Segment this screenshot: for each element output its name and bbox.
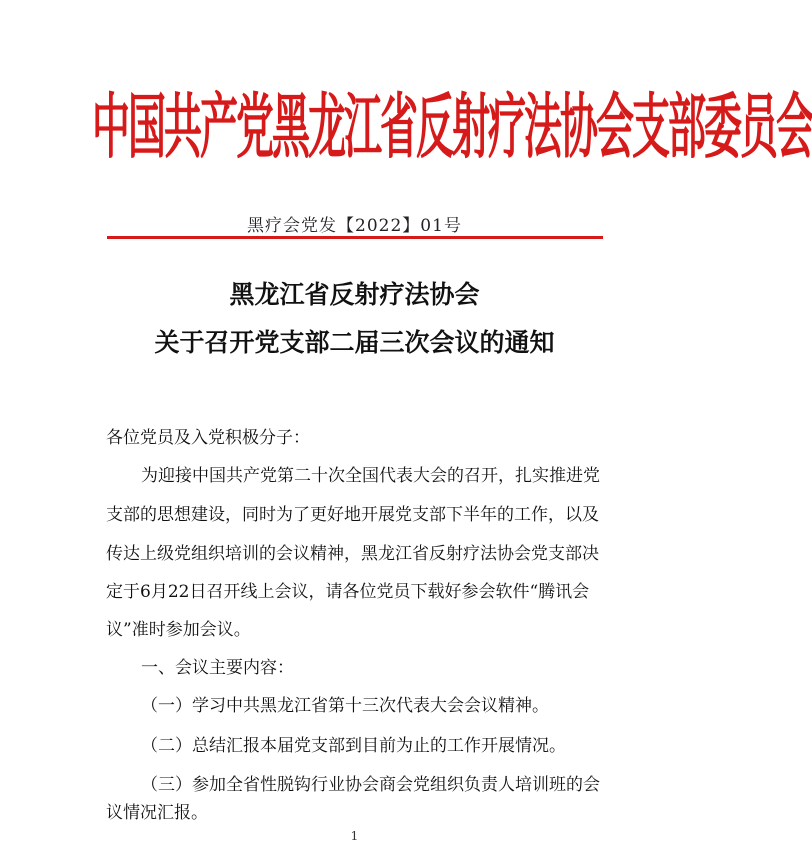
salutation: 各位党员及入党积极分子： (106, 428, 310, 448)
org-header-title: 中国共产党黑龙江省反射疗法协会支部委员会 (92, 86, 812, 168)
paragraph-line: 支部的思想建设，同时为了更好地开展党支部下半年的工作，以及 (106, 505, 599, 525)
list-item: （三）参加全省性脱钩行业协会商会党组织负责人培训班的会 (141, 775, 600, 795)
document-number: 黑疗会党发【2022】01号 (247, 216, 462, 236)
red-divider-line (107, 236, 603, 239)
paragraph-line: 议”准时参加会议。 (106, 620, 251, 640)
paragraph-line: 传达上级党组织培训的会议精神，黑龙江省反射疗法协会党支部决 (106, 544, 599, 564)
paragraph-line: 为迎接中国共产党第二十次全国代表大会的召开，扎实推进党 (141, 466, 600, 486)
list-item-continuation: 议情况汇报。 (106, 803, 208, 823)
list-item: （二）总结汇报本届党支部到目前为止的工作开展情况。 (141, 736, 566, 756)
list-item: （一）学习中共黑龙江省第十三次代表大会会议精神。 (141, 696, 549, 716)
notice-title-line1: 黑龙江省反射疗法协会 (229, 280, 480, 309)
page-number: 1 (350, 829, 359, 843)
paragraph-line: 定于6月22日召开线上会议，请各位党员下载好参会软件“腾讯会 (106, 582, 590, 602)
notice-title-line2: 关于召开党支部二届三次会议的通知 (154, 328, 555, 357)
section-heading: 一、会议主要内容： (141, 658, 294, 678)
